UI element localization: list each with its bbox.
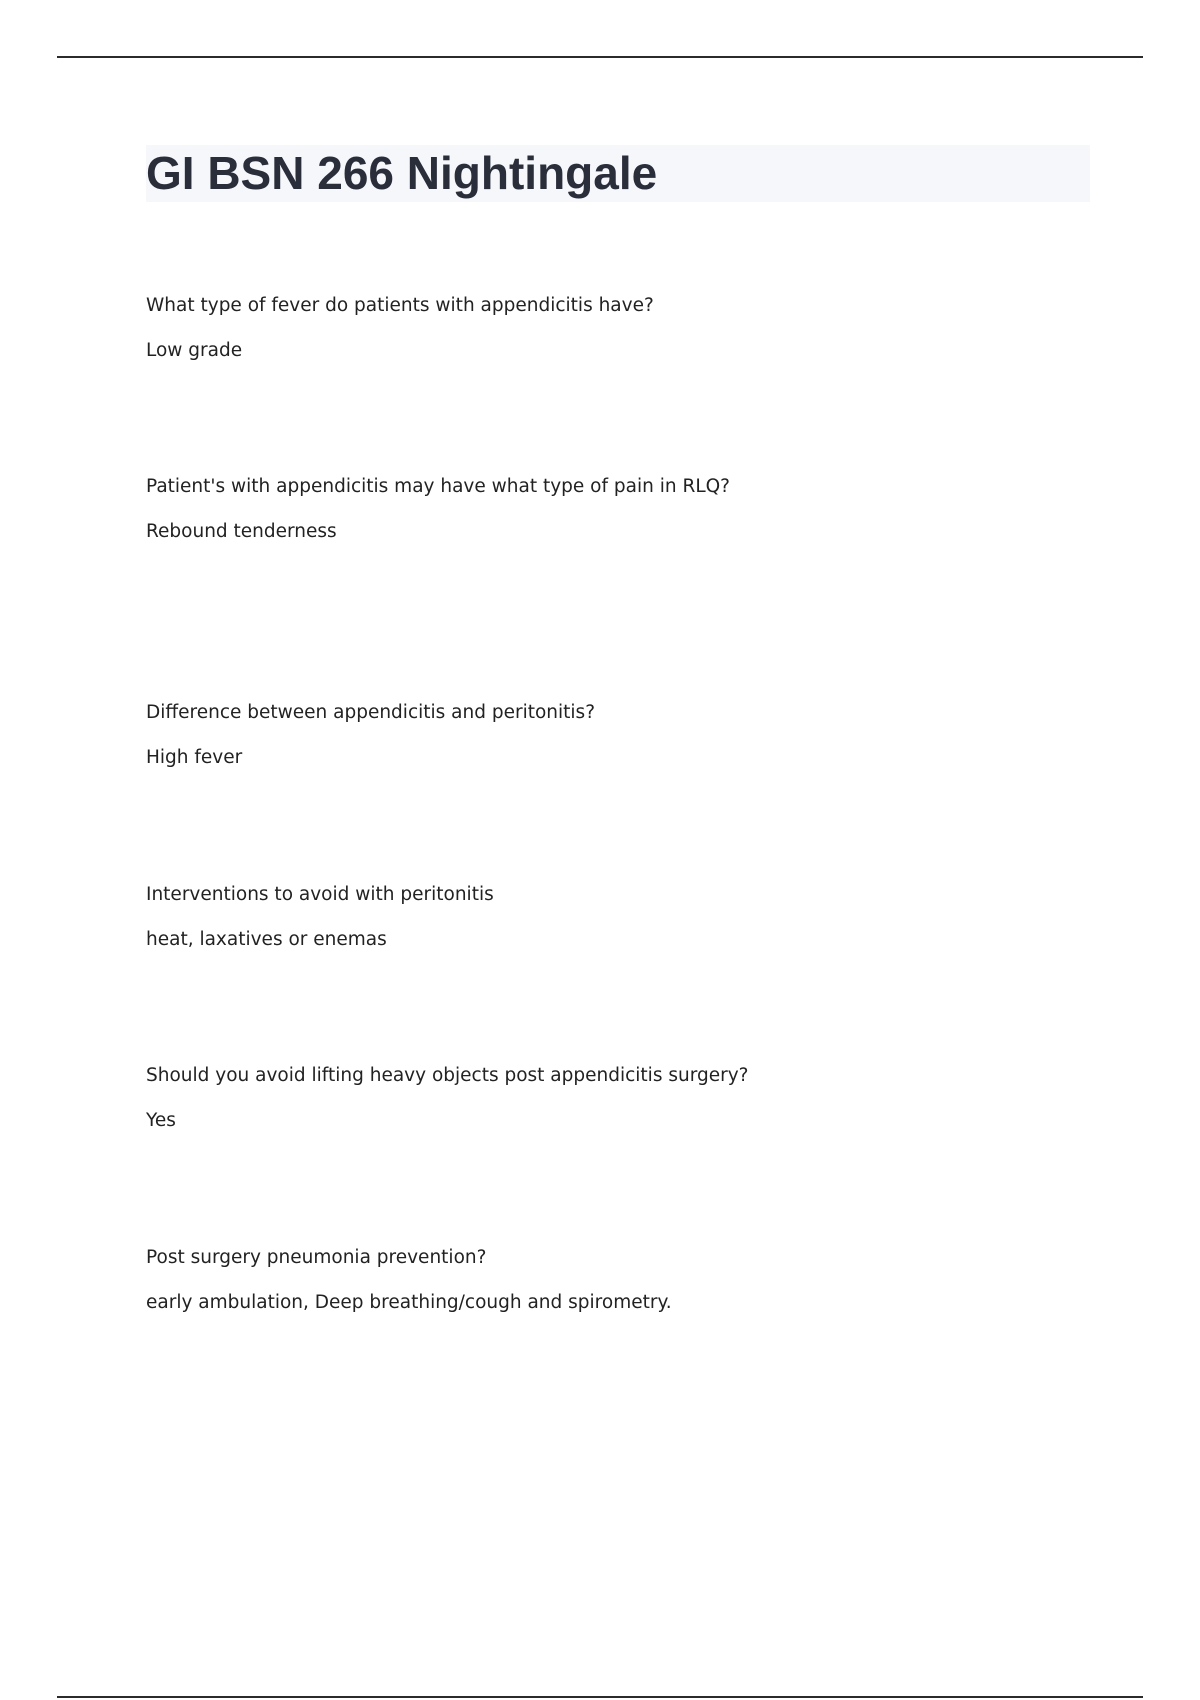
question-text: Post surgery pneumonia prevention? [146,1247,487,1268]
question-text: What type of fever do patients with appendicitis have? [146,295,654,316]
question-text: Difference between appendicitis and peritonitis? [146,702,596,723]
document-title: GI BSN 266 Nightingale [146,147,658,199]
qa-card [146,294,1046,363]
qa-card [146,1064,1046,1133]
qa-card [146,701,1046,770]
bottom-divider [57,1696,1143,1698]
qa-card [146,475,1046,544]
question-text: Should you avoid lifting heavy objects post appendicitis surgery? [146,1065,749,1086]
answer-text: Low grade [146,340,243,361]
answer-text: Rebound tenderness [146,521,337,542]
question-text: Patient's with appendicitis may have what type of pain in RLQ? [146,476,731,497]
top-divider [57,56,1143,58]
answer-text: Yes [146,1110,176,1131]
answer-text: early ambulation, Deep breathing/cough and spirometry. [146,1292,672,1313]
question-text: Interventions to avoid with peritonitis [146,884,494,905]
answer-text: heat, laxatives or enemas [146,929,387,950]
qa-card [146,883,1046,952]
qa-card [146,1246,1046,1315]
answer-text: High fever [146,747,243,768]
